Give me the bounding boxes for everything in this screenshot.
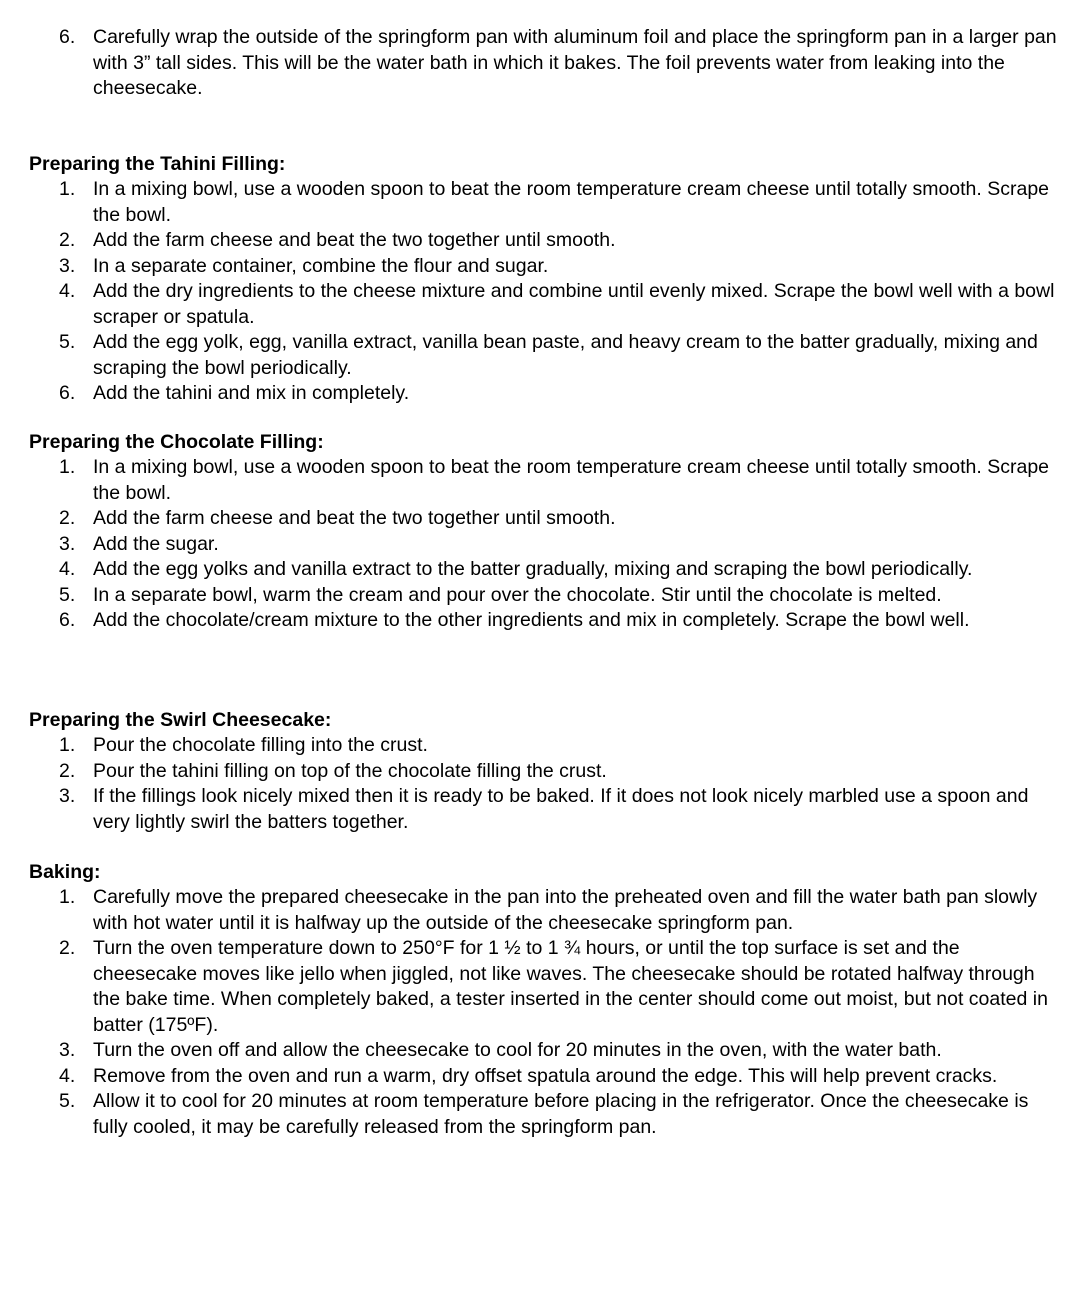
list-item (29, 330, 1059, 381)
list-item-number: 1. (59, 178, 76, 200)
list-item-number: 3. (59, 785, 76, 807)
list-item-text: Add the egg yolks and vanilla extract to the batter gradually, mixing and scraping the bowl periodically. (93, 558, 973, 580)
list-item-number: 1. (59, 456, 76, 478)
tahini-filling-steps (29, 177, 1059, 407)
list-item (29, 759, 1059, 785)
swirl-cheesecake-steps (29, 733, 1059, 835)
list-item-text: Pour the chocolate filling into the crust. (93, 734, 428, 756)
list-item-number: 5. (59, 1090, 76, 1112)
swirl-cheesecake-section (29, 707, 1059, 835)
section-heading: Preparing the Swirl Cheesecake: (29, 709, 332, 731)
list-item-text: Pour the tahini filling on top of the chocolate filling the crust. (93, 759, 607, 782)
list-item-number: 5. (59, 331, 76, 353)
list-item (29, 583, 1059, 609)
list-item-text: Turn the oven temperature down to 250°F for 1 ½ to 1 ¾ hours, or until the top surface is set and the cheesecake moves like jello when jiggled, not like waves. The cheesecake should be rotated halfway through the bake time. When completely baked, a tester inserted in the center should come out moist, but not coated in batter (175ºF). (93, 937, 1048, 1036)
section-heading: Preparing the Chocolate Filling: (29, 431, 324, 453)
list-item-text: Add the tahini and mix in completely. (93, 382, 410, 404)
list-item (29, 733, 1059, 759)
list-item-number: 6. (59, 382, 76, 404)
list-item (29, 936, 1059, 1038)
intro-list (29, 25, 1059, 102)
list-item (29, 885, 1059, 936)
list-item-text: Add the chocolate/cream mixture to the other ingredients and mix in completely. Scrape the bowl well. (93, 609, 970, 631)
list-item-text: Add the egg yolk, egg, vanilla extract, vanilla bean paste, and heavy cream to the batter gradually, mixing and scraping the bowl periodically. (93, 331, 1038, 379)
list-item (29, 557, 1059, 583)
list-item (29, 1089, 1059, 1140)
baking-steps (29, 885, 1059, 1140)
list-item-number: 3. (59, 532, 76, 555)
list-item-number: 2. (59, 507, 76, 529)
list-item (29, 279, 1059, 330)
list-item (29, 532, 1059, 558)
list-item-number: 6. (59, 609, 76, 631)
section-heading: Preparing the Tahini Filling: (29, 153, 286, 175)
chocolate-filling-steps (29, 455, 1059, 634)
list-item-text: In a separate container, combine the flour and sugar. (93, 254, 549, 277)
list-item-number: 4. (59, 558, 76, 580)
list-item-number: 1. (59, 734, 76, 756)
list-item-number: 2. (59, 937, 76, 959)
list-item-number: 3. (59, 1039, 76, 1061)
list-item (29, 25, 1059, 102)
intro-section (29, 25, 1059, 102)
list-item-text: Turn the oven off and allow the cheesecake to cool for 20 minutes in the oven, with the water bath. (93, 1039, 942, 1061)
list-item (29, 177, 1059, 228)
list-item-text: In a mixing bowl, use a wooden spoon to beat the room temperature cream cheese until totally smooth. Scrape the bowl. (93, 456, 1050, 504)
list-item-number: 2. (59, 759, 76, 782)
list-item-number: 6. (59, 26, 76, 48)
list-item (29, 1064, 1059, 1090)
list-item-text: If the fillings look nicely mixed then it is ready to be baked. If it does not look nicely marbled use a spoon and very lightly swirl the batters together. (93, 785, 1029, 833)
list-item (29, 1038, 1059, 1064)
list-item-number: 4. (59, 280, 76, 302)
list-item (29, 608, 1059, 634)
list-item-text: Add the farm cheese and beat the two together until smooth. (93, 229, 616, 251)
list-item-text: Carefully wrap the outside of the springform pan with aluminum foil and place the springform pan in a larger pan with 3” tall sides. This will be the water bath in which it bakes. The foil prevents water from leaking into the cheesecake. (93, 26, 1057, 99)
list-item-number: 2. (59, 229, 76, 251)
list-item-text: Add the dry ingredients to the cheese mixture and combine until evenly mixed. Scrape the bowl well with a bowl scraper or spatula. (93, 280, 1055, 328)
list-item-number: 3. (59, 254, 76, 277)
list-item-text: Add the sugar. (93, 532, 219, 555)
list-item-text: Remove from the oven and run a warm, dry offset spatula around the edge. This will help prevent cracks. (93, 1064, 998, 1087)
list-item (29, 381, 1059, 407)
list-item-number: 5. (59, 583, 76, 606)
list-item-number: 4. (59, 1064, 76, 1087)
list-item (29, 254, 1059, 280)
list-item (29, 455, 1059, 506)
list-item-text: In a mixing bowl, use a wooden spoon to beat the room temperature cream cheese until totally smooth. Scrape the bowl. (93, 178, 1050, 226)
tahini-filling-section (29, 151, 1059, 407)
baking-section (29, 859, 1059, 1140)
list-item-text: Add the farm cheese and beat the two together until smooth. (93, 507, 616, 529)
list-item-number: 1. (59, 886, 76, 908)
list-item-text: In a separate bowl, warm the cream and pour over the chocolate. Stir until the chocolate is melted. (93, 583, 942, 606)
list-item-text: Carefully move the prepared cheesecake in the pan into the preheated oven and fill the water bath pan slowly with hot water until it is halfway up the outside of the cheesecake springform pan. (93, 886, 1038, 934)
chocolate-filling-section (29, 429, 1059, 634)
section-heading: Baking: (29, 861, 101, 883)
list-item (29, 784, 1059, 835)
list-item (29, 506, 1059, 532)
list-item-text: Allow it to cool for 20 minutes at room temperature before placing in the refrigerator. Once the cheesecake is fully cooled, it may be carefully released from the springform pan. (93, 1090, 1029, 1138)
list-item (29, 228, 1059, 254)
